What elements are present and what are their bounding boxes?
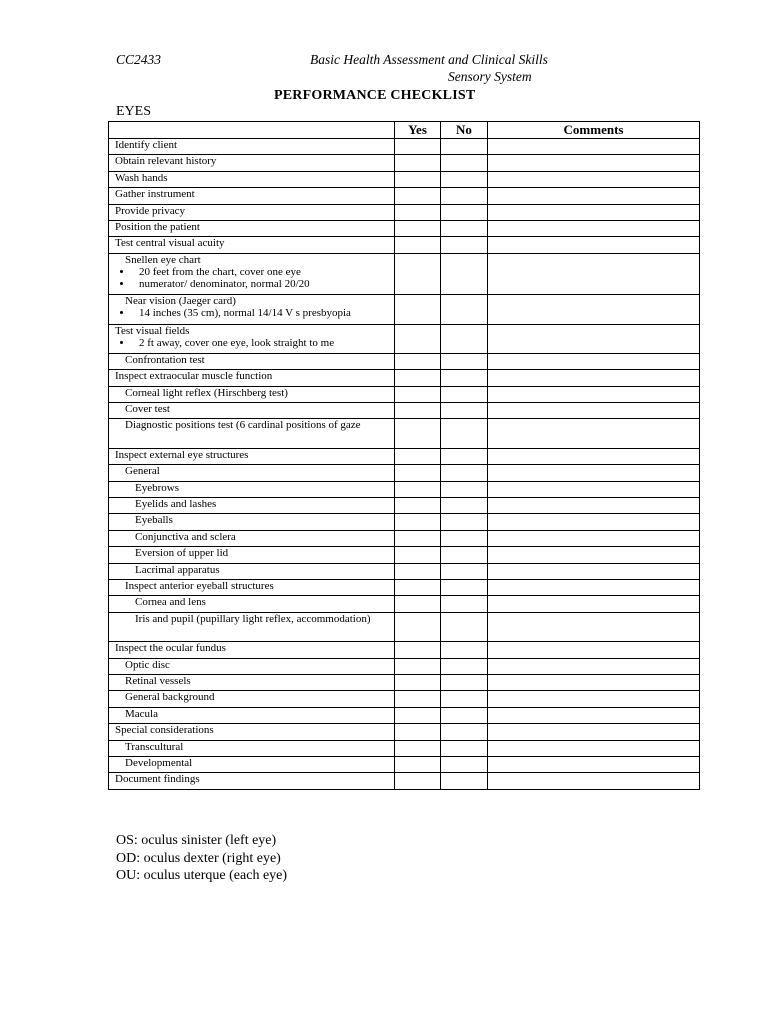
item-cell <box>109 188 395 204</box>
item-cell <box>109 530 395 546</box>
item-cell <box>109 596 395 612</box>
item-label: Transcultural <box>125 740 184 753</box>
no-cell[interactable] <box>441 514 488 530</box>
table-row <box>109 419 700 448</box>
no-cell[interactable] <box>441 295 488 324</box>
item-bullets <box>115 337 394 349</box>
yes-cell[interactable] <box>395 370 441 386</box>
bullet-item: • 2 ft away, cover one eye, look straight to me <box>133 337 394 349</box>
no-cell[interactable] <box>441 419 488 448</box>
item-label: Test central visual acuity <box>115 237 225 250</box>
item-label: Eyelids and lashes <box>135 498 217 511</box>
no-cell[interactable] <box>441 498 488 514</box>
footnote-od: OD: oculus dexter (right eye) <box>116 850 281 866</box>
yes-cell[interactable] <box>395 773 441 789</box>
comments-cell[interactable] <box>488 155 700 171</box>
bullet-item: • 20 feet from the chart, cover one eye <box>133 266 394 278</box>
item-cell <box>109 370 395 386</box>
item-cell <box>109 612 395 641</box>
item-cell <box>109 253 395 294</box>
item-cell <box>109 481 395 497</box>
item-cell <box>109 579 395 595</box>
item-label: Macula <box>125 707 158 720</box>
system-name: Sensory System <box>448 69 532 84</box>
item-cell <box>109 691 395 707</box>
yes-cell[interactable] <box>395 324 441 353</box>
table-row <box>109 253 700 294</box>
item-bullets <box>115 266 394 290</box>
item-cell <box>109 295 395 324</box>
item-label: Iris and pupil (pupillary light reflex, accommodation) <box>135 612 371 625</box>
item-cell <box>109 514 395 530</box>
no-cell[interactable] <box>441 204 488 220</box>
table-row <box>109 740 700 756</box>
table-row <box>109 237 700 253</box>
yes-cell[interactable] <box>395 155 441 171</box>
table-row <box>109 481 700 497</box>
item-label: Eyebrows <box>135 481 179 494</box>
item-cell <box>109 547 395 563</box>
item-cell <box>109 740 395 756</box>
item-cell <box>109 658 395 674</box>
table-header-row <box>109 122 700 139</box>
no-cell[interactable] <box>441 596 488 612</box>
column-header-item <box>109 122 395 139</box>
yes-cell[interactable] <box>395 386 441 402</box>
item-label: Retinal vessels <box>125 674 191 687</box>
item-cell <box>109 448 395 464</box>
table-row <box>109 563 700 579</box>
comments-cell[interactable] <box>488 498 700 514</box>
comments-cell[interactable] <box>488 740 700 756</box>
item-cell <box>109 724 395 740</box>
comments-cell[interactable] <box>488 691 700 707</box>
item-cell <box>109 220 395 236</box>
no-cell[interactable] <box>441 403 488 419</box>
no-cell[interactable] <box>441 353 488 369</box>
comments-cell[interactable] <box>488 403 700 419</box>
no-cell[interactable] <box>441 448 488 464</box>
yes-cell[interactable] <box>395 448 441 464</box>
section-label: EYES <box>116 104 151 119</box>
table-row <box>109 220 700 236</box>
comments-cell[interactable] <box>488 563 700 579</box>
no-cell[interactable] <box>441 642 488 658</box>
yes-cell[interactable] <box>395 295 441 324</box>
comments-cell[interactable] <box>488 547 700 563</box>
comments-cell[interactable] <box>488 773 700 789</box>
no-cell[interactable] <box>441 658 488 674</box>
item-cell <box>109 386 395 402</box>
item-label: Eyeballs <box>135 514 173 527</box>
yes-cell[interactable] <box>395 740 441 756</box>
no-cell[interactable] <box>441 171 488 187</box>
no-cell[interactable] <box>441 139 488 155</box>
yes-cell[interactable] <box>395 139 441 155</box>
item-cell <box>109 419 395 448</box>
yes-cell[interactable] <box>395 547 441 563</box>
item-label: Wash hands <box>115 171 168 184</box>
column-header-no: No <box>441 122 488 139</box>
checklist-body <box>109 139 700 790</box>
no-cell[interactable] <box>441 563 488 579</box>
table-row <box>109 448 700 464</box>
no-cell[interactable] <box>441 155 488 171</box>
no-cell[interactable] <box>441 707 488 723</box>
no-cell[interactable] <box>441 612 488 641</box>
item-cell <box>109 465 395 481</box>
yes-cell[interactable] <box>395 658 441 674</box>
yes-cell[interactable] <box>395 642 441 658</box>
comments-cell[interactable] <box>488 370 700 386</box>
item-label: Obtain relevant history <box>115 155 217 168</box>
item-label: Near vision (Jaeger card) <box>125 295 236 308</box>
item-cell <box>109 563 395 579</box>
item-label: Document findings <box>115 773 200 786</box>
table-row <box>109 204 700 220</box>
item-label: Cornea and lens <box>135 596 206 609</box>
table-row <box>109 596 700 612</box>
no-cell[interactable] <box>441 237 488 253</box>
yes-cell[interactable] <box>395 563 441 579</box>
table-row <box>109 642 700 658</box>
page-title: PERFORMANCE CHECKLIST <box>274 88 476 103</box>
yes-cell[interactable] <box>395 707 441 723</box>
item-label: Provide privacy <box>115 204 185 217</box>
item-label: Optic disc <box>125 658 170 671</box>
item-label: Inspect anterior eyeball structures <box>125 579 274 592</box>
table-row <box>109 514 700 530</box>
footnote-ou: OU: oculus uterque (each eye) <box>116 868 288 883</box>
table-row <box>109 674 700 690</box>
item-label: Eversion of upper lid <box>135 547 229 560</box>
table-row <box>109 547 700 563</box>
comments-cell[interactable] <box>488 596 700 612</box>
item-label: Inspect extraocular muscle function <box>115 370 273 383</box>
item-label: Developmental <box>125 756 193 769</box>
table-row <box>109 324 700 353</box>
table-row <box>109 155 700 171</box>
item-label: Special considerations <box>115 724 214 737</box>
comments-cell[interactable] <box>488 756 700 772</box>
bullet-item: • 14 inches (35 cm), normal 14/14 V s presbyopia <box>133 307 394 319</box>
yes-cell[interactable] <box>395 465 441 481</box>
course-code: CC2433 <box>116 52 162 67</box>
item-label: Confrontation test <box>125 353 205 366</box>
item-label: Inspect the ocular fundus <box>115 642 226 655</box>
footnote-os: OS: oculus sinister (left eye) <box>116 833 277 848</box>
no-cell[interactable] <box>441 579 488 595</box>
comments-cell[interactable] <box>488 295 700 324</box>
yes-cell[interactable] <box>395 612 441 641</box>
yes-cell[interactable] <box>395 171 441 187</box>
item-cell <box>109 204 395 220</box>
item-label: Diagnostic positions test (6 cardinal positions of gaze <box>125 419 361 432</box>
item-cell <box>109 139 395 155</box>
table-row <box>109 139 700 155</box>
bullet-item: • numerator/ denominator, normal 20/20 <box>133 278 394 290</box>
item-cell <box>109 756 395 772</box>
table-row <box>109 724 700 740</box>
table-row <box>109 773 700 789</box>
no-cell[interactable] <box>441 324 488 353</box>
yes-cell[interactable] <box>395 204 441 220</box>
no-cell[interactable] <box>441 481 488 497</box>
table-row <box>109 403 700 419</box>
no-cell[interactable] <box>441 188 488 204</box>
comments-cell[interactable] <box>488 642 700 658</box>
comments-cell[interactable] <box>488 204 700 220</box>
table-row <box>109 658 700 674</box>
no-cell[interactable] <box>441 530 488 546</box>
item-label: Cover test <box>125 403 170 416</box>
yes-cell[interactable] <box>395 253 441 294</box>
item-label: Position the patient <box>115 220 200 233</box>
yes-cell[interactable] <box>395 481 441 497</box>
no-cell[interactable] <box>441 724 488 740</box>
comments-cell[interactable] <box>488 465 700 481</box>
yes-cell[interactable] <box>395 756 441 772</box>
no-cell[interactable] <box>441 547 488 563</box>
comments-cell[interactable] <box>488 579 700 595</box>
item-cell <box>109 674 395 690</box>
comments-cell[interactable] <box>488 419 700 448</box>
table-row <box>109 465 700 481</box>
item-label: General <box>125 465 160 478</box>
comments-cell[interactable] <box>488 253 700 294</box>
no-cell[interactable] <box>441 740 488 756</box>
no-cell[interactable] <box>441 220 488 236</box>
table-row <box>109 353 700 369</box>
table-row <box>109 295 700 324</box>
item-cell <box>109 707 395 723</box>
yes-cell[interactable] <box>395 579 441 595</box>
table-row <box>109 498 700 514</box>
table-row <box>109 386 700 402</box>
comments-cell[interactable] <box>488 514 700 530</box>
item-label: Gather instrument <box>115 188 195 201</box>
comments-cell[interactable] <box>488 220 700 236</box>
column-header-yes: Yes <box>395 122 441 139</box>
comments-cell[interactable] <box>488 237 700 253</box>
table-row <box>109 370 700 386</box>
comments-cell[interactable] <box>488 139 700 155</box>
comments-cell[interactable] <box>488 324 700 353</box>
yes-cell[interactable] <box>395 674 441 690</box>
no-cell[interactable] <box>441 370 488 386</box>
comments-cell[interactable] <box>488 386 700 402</box>
item-label: Lacrimal apparatus <box>135 563 220 576</box>
item-cell <box>109 155 395 171</box>
column-header-comments: Comments <box>488 122 700 139</box>
yes-cell[interactable] <box>395 353 441 369</box>
comments-cell[interactable] <box>488 674 700 690</box>
item-cell <box>109 237 395 253</box>
item-cell <box>109 353 395 369</box>
no-cell[interactable] <box>441 253 488 294</box>
yes-cell[interactable] <box>395 237 441 253</box>
item-label: Identify client <box>115 139 178 151</box>
item-label: Test visual fields <box>115 324 190 337</box>
item-label: Conjunctiva and sclera <box>135 530 236 543</box>
yes-cell[interactable] <box>395 724 441 740</box>
item-cell <box>109 403 395 419</box>
table-row <box>109 707 700 723</box>
comments-cell[interactable] <box>488 481 700 497</box>
footnotes <box>116 832 287 885</box>
yes-cell[interactable] <box>395 596 441 612</box>
no-cell[interactable] <box>441 674 488 690</box>
item-cell <box>109 773 395 789</box>
table-row <box>109 691 700 707</box>
table-row <box>109 530 700 546</box>
comments-cell[interactable] <box>488 658 700 674</box>
table-row <box>109 612 700 641</box>
yes-cell[interactable] <box>395 530 441 546</box>
item-cell <box>109 324 395 353</box>
item-cell <box>109 498 395 514</box>
comments-cell[interactable] <box>488 448 700 464</box>
table-row <box>109 579 700 595</box>
table-row <box>109 188 700 204</box>
course-name: Basic Health Assessment and Clinical Skills <box>310 52 548 67</box>
item-label: Snellen eye chart <box>125 253 201 266</box>
comments-cell[interactable] <box>488 171 700 187</box>
comments-cell[interactable] <box>488 530 700 546</box>
no-cell[interactable] <box>441 773 488 789</box>
no-cell[interactable] <box>441 691 488 707</box>
comments-cell[interactable] <box>488 188 700 204</box>
item-label: Corneal light reflex (Hirschberg test) <box>125 386 288 399</box>
yes-cell[interactable] <box>395 188 441 204</box>
item-label: General background <box>125 691 215 704</box>
no-cell[interactable] <box>441 386 488 402</box>
comments-cell[interactable] <box>488 612 700 641</box>
item-cell <box>109 642 395 658</box>
yes-cell[interactable] <box>395 220 441 236</box>
comments-cell[interactable] <box>488 724 700 740</box>
comments-cell[interactable] <box>488 707 700 723</box>
comments-cell[interactable] <box>488 353 700 369</box>
no-cell[interactable] <box>441 756 488 772</box>
item-bullets <box>115 307 394 319</box>
yes-cell[interactable] <box>395 403 441 419</box>
table-row <box>109 171 700 187</box>
yes-cell[interactable] <box>395 419 441 448</box>
table-row <box>109 756 700 772</box>
yes-cell[interactable] <box>395 498 441 514</box>
checklist-table <box>108 121 700 790</box>
item-cell <box>109 171 395 187</box>
yes-cell[interactable] <box>395 514 441 530</box>
item-label: Inspect external eye structures <box>115 448 249 461</box>
no-cell[interactable] <box>441 465 488 481</box>
yes-cell[interactable] <box>395 691 441 707</box>
